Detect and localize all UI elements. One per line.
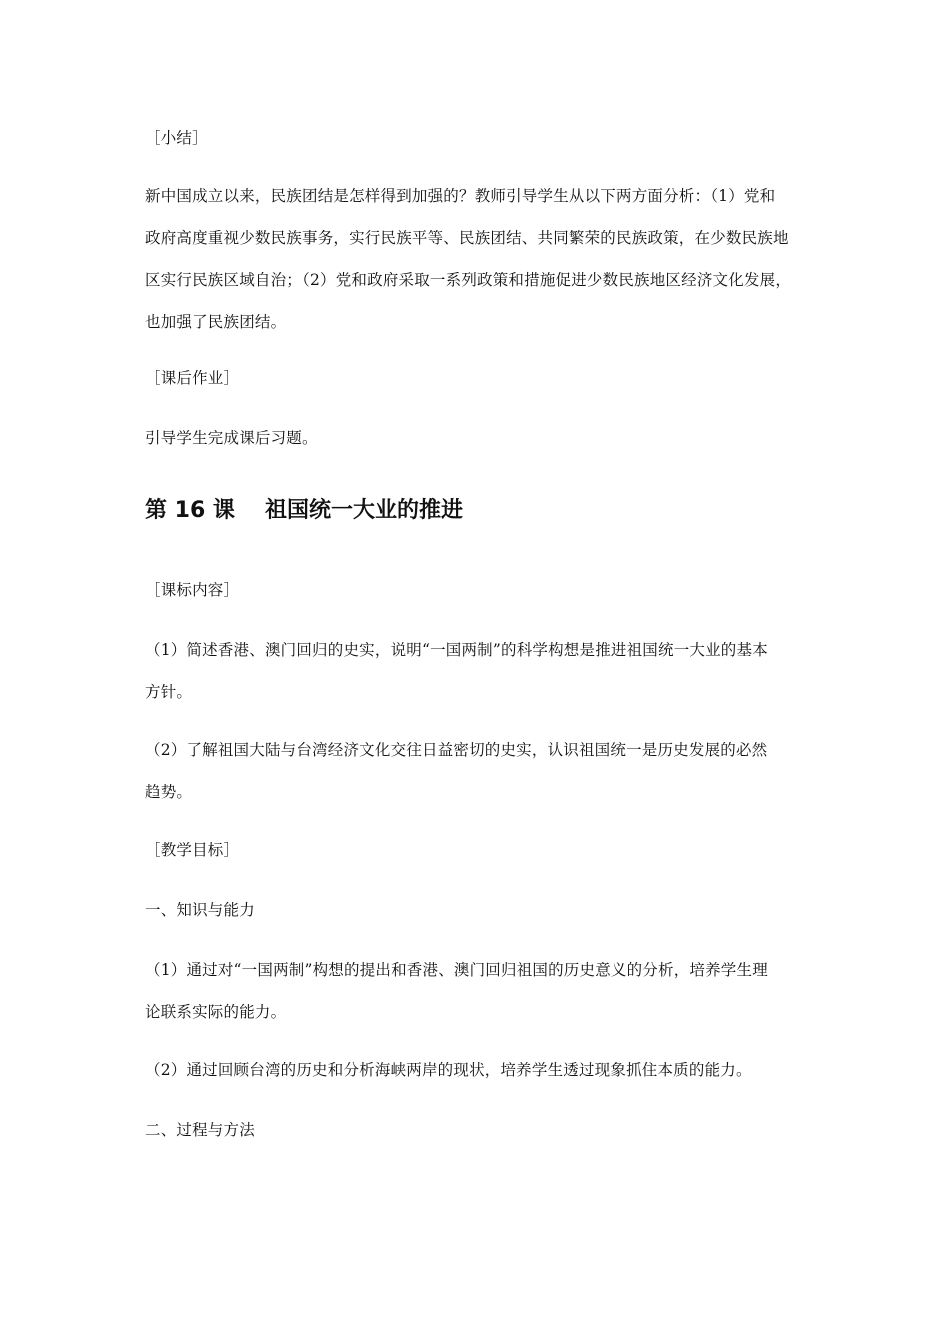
summary-line-3: 区实行民族区域自治；（2）党和政府采取一系列政策和措施促进少数民族地区经济文化发展，	[145, 271, 792, 289]
summary-line-4: 也加强了民族团结。	[145, 313, 287, 331]
standards-label: ［课标内容］	[145, 581, 240, 599]
objectives-item1-line-1: （1）通过对“一国两制”构想的提出和香港、澳门回归祖国的历史意义的分析，培养学生理	[145, 961, 768, 979]
homework-label: ［课后作业］	[145, 369, 240, 387]
lesson-title: 祖国统一大业的推进	[264, 498, 463, 523]
objectives-section-1: 一、知识与能力	[145, 901, 255, 919]
objectives-item2: （2）通过回顾台湾的历史和分析海峡两岸的现状，培养学生透过现象抓住本质的能力。	[145, 1061, 752, 1079]
objectives-item1-line-2: 论联系实际的能力。	[145, 1003, 287, 1021]
standards-item2-line-2: 趋势。	[145, 783, 193, 801]
standards-item1-line-1: （1）简述香港、澳门回归的史实，说明“一国两制”的科学构想是推进祖国统一大业的基本	[145, 641, 768, 659]
summary-line-1: 新中国成立以来，民族团结是怎样得到加强的？教师引导学生从以下两方面分析：（1）党和	[145, 187, 776, 205]
homework-text: 引导学生完成课后习题。	[145, 429, 318, 447]
summary-label: ［小结］	[145, 129, 208, 147]
objectives-section-2: 二、过程与方法	[145, 1121, 255, 1139]
lesson-heading	[145, 497, 463, 525]
summary-line-2: 政府高度重视少数民族事务，实行民族平等、民族团结、共同繁荣的民族政策，在少数民族地	[145, 229, 789, 247]
lesson-number: 第 16 课	[145, 498, 235, 523]
standards-item2-line-1: （2）了解祖国大陆与台湾经济文化交往日益密切的史实，认识祖国统一是历史发展的必然	[145, 741, 768, 759]
standards-item1-line-2: 方针。	[145, 683, 193, 701]
objectives-label: ［教学目标］	[145, 841, 240, 859]
